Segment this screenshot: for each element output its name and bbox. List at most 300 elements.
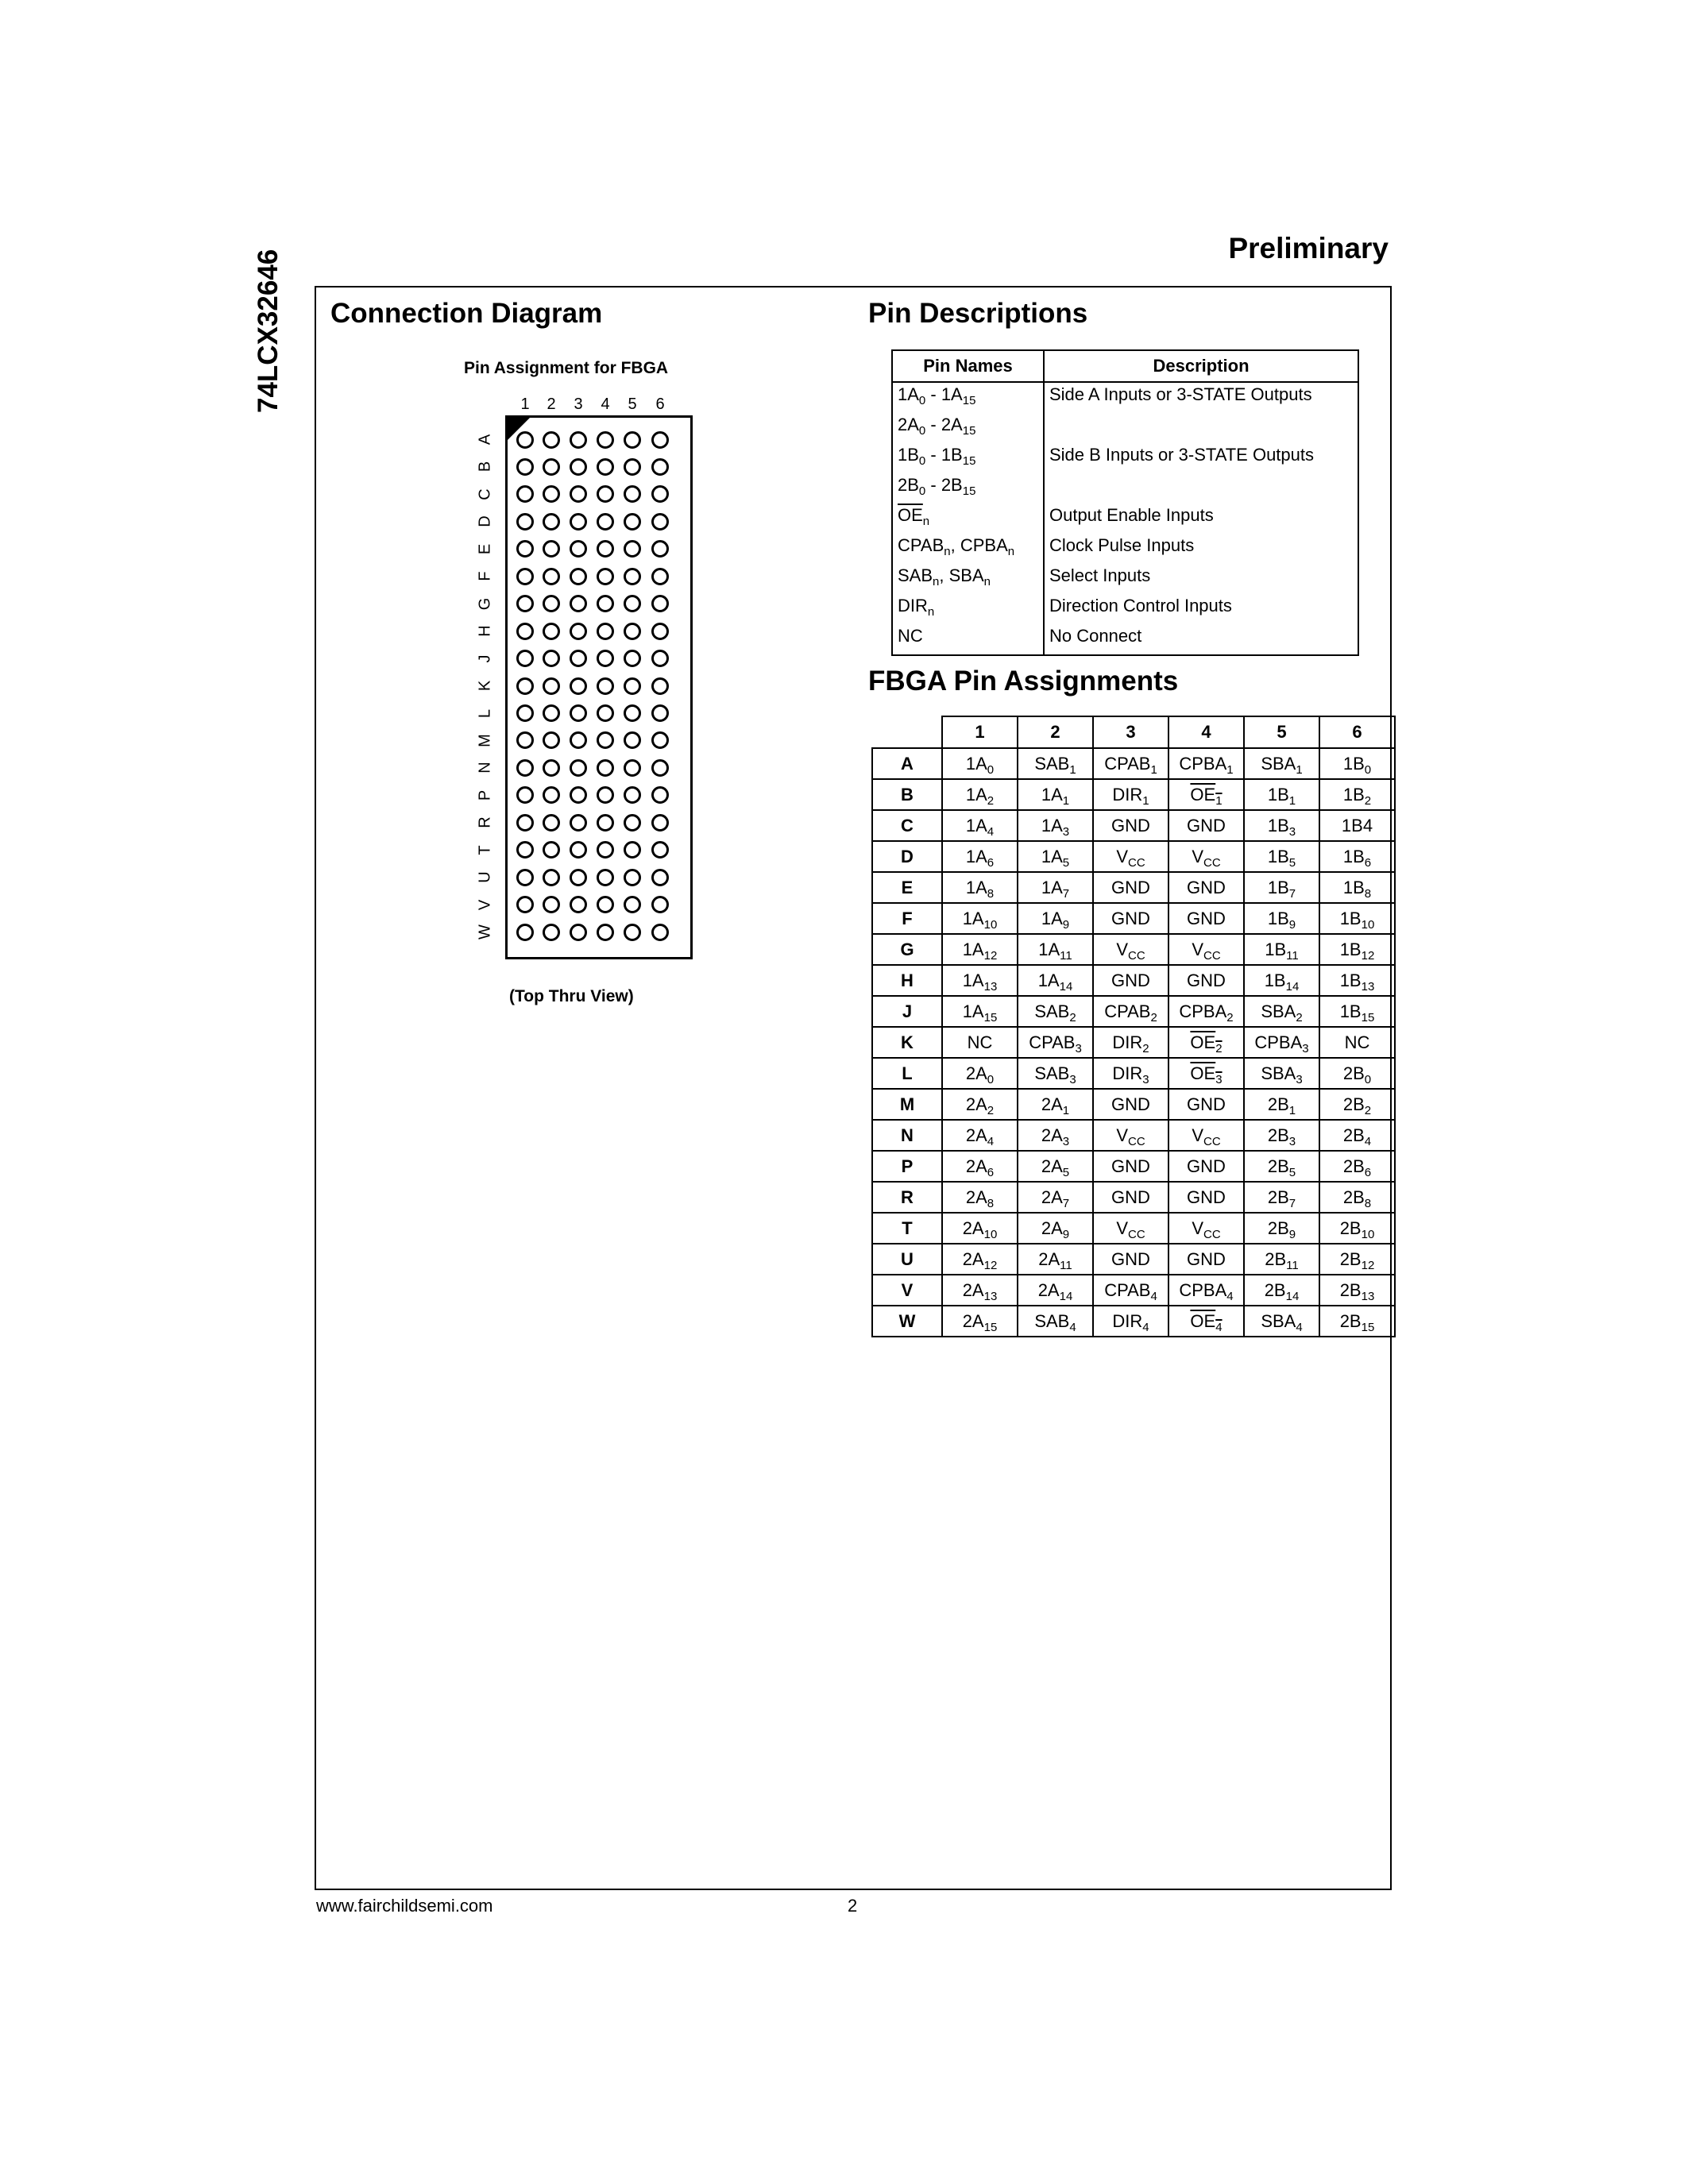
pin-signal-cell: $2A_{11}$	[1018, 1244, 1093, 1275]
bga-row-letter: L	[476, 708, 494, 718]
pin-signal-cell: $SAB_4$	[1018, 1306, 1093, 1337]
bga-row-letter: F	[476, 571, 494, 581]
bga-ball	[597, 814, 614, 832]
corner-cell	[872, 716, 942, 748]
table-row	[872, 872, 1395, 903]
pin-signal-cell: $1A_9$	[1018, 903, 1093, 934]
pin-signal-cell: $1B_1$	[1244, 779, 1319, 810]
column-header-cell: 4	[1168, 716, 1244, 748]
fbga-pin-assignments-title: FBGA Pin Assignments	[868, 666, 1179, 696]
row-label-cell: E	[872, 872, 942, 903]
bga-ball	[651, 677, 669, 695]
pin-signal-cell: GND	[1168, 810, 1244, 841]
bga-ball	[597, 623, 614, 640]
bga-ball	[516, 924, 534, 941]
pin-signal-cell: $1A_{12}$	[942, 934, 1018, 965]
bga-ball	[570, 814, 587, 832]
table-row	[872, 1306, 1395, 1337]
pin-signal-cell: GND	[1168, 872, 1244, 903]
pin-signal-cell: $2A_2$	[942, 1089, 1018, 1120]
bga-ball	[570, 513, 587, 531]
bga-ball	[624, 623, 641, 640]
table-row	[892, 413, 1358, 443]
bga-ball	[651, 896, 669, 913]
fbga-pin-assignments-table	[871, 716, 1396, 1337]
bga-ball	[624, 677, 641, 695]
bga-row-letter: D	[476, 515, 494, 528]
pin-signal-cell: $1A_7$	[1018, 872, 1093, 903]
bga-ball	[516, 650, 534, 667]
bga-ball	[570, 896, 587, 913]
bga-ball	[624, 759, 641, 777]
pin-name-cell: $2A_0 - 2A_{15}$	[892, 413, 1044, 443]
bga-column-number: 1	[520, 396, 530, 413]
bga-ball	[516, 677, 534, 695]
pin-signal-cell: $CPAB_2$	[1093, 996, 1168, 1027]
preliminary-label: Preliminary	[1228, 232, 1389, 264]
pin-signal-cell: $2B_{15}$	[1319, 1306, 1395, 1337]
bga-ball	[624, 924, 641, 941]
bga-column-number: 2	[547, 396, 556, 413]
pin-signal-cell: $2A_6$	[942, 1151, 1018, 1182]
bga-ball	[543, 869, 560, 886]
pin-description-cell: Side B Inputs or 3-STATE Outputs	[1049, 445, 1314, 465]
pin-description-cell	[1044, 413, 1358, 443]
bga-ball	[597, 650, 614, 667]
pin-signal-cell: $1B_8$	[1319, 872, 1395, 903]
row-label-cell: G	[872, 934, 942, 965]
bga-ball	[651, 595, 669, 612]
pin-signal-cell: $1A_6$	[942, 841, 1018, 872]
pin-name-cell: $SAB_n$, $SBA_n$	[892, 564, 1044, 594]
bga-ball	[516, 896, 534, 913]
bga-ball	[624, 568, 641, 585]
bga-row-letter: A	[476, 434, 494, 446]
bga-ball	[624, 786, 641, 804]
pin-assignment-caption: Pin Assignment for FBGA	[464, 359, 669, 377]
row-label-cell: U	[872, 1244, 942, 1275]
row-label-cell: B	[872, 779, 942, 810]
table-row	[872, 1120, 1395, 1151]
table-row	[872, 1151, 1395, 1182]
bga-row-letter: T	[476, 845, 494, 855]
pin-signal-cell: $SBA_1$	[1244, 748, 1319, 779]
column-header-cell: 2	[1018, 716, 1093, 748]
pin-signal-cell: $2B_0$	[1319, 1058, 1395, 1089]
pin-description-cell: Output Enable Inputs	[1049, 505, 1214, 525]
table-row	[872, 1213, 1395, 1244]
table-row	[872, 934, 1395, 965]
bga-ball	[624, 431, 641, 449]
bga-ball	[570, 869, 587, 886]
pin-name-cell: $\overline{OE}_n$	[892, 504, 1044, 534]
bga-ball	[651, 568, 669, 585]
pin-signal-cell: $2B_9$	[1244, 1213, 1319, 1244]
bga-ball	[516, 568, 534, 585]
table-row	[872, 1089, 1395, 1120]
pin-signal-cell: $V_{CC}$	[1093, 1120, 1168, 1151]
pin-signal-cell: $OE_1$	[1168, 779, 1244, 810]
bga-ball	[516, 458, 534, 476]
bga-row-letter: J	[476, 654, 494, 663]
pin-signal-cell: $2B_{10}$	[1319, 1213, 1395, 1244]
pin-signal-cell: $CPBA_1$	[1168, 748, 1244, 779]
pin-signal-cell: $OE_2$	[1168, 1027, 1244, 1058]
bga-ball	[597, 896, 614, 913]
bga-ball	[570, 485, 587, 503]
pin-signal-cell: $DIR_4$	[1093, 1306, 1168, 1337]
pin-signal-cell: NC	[1319, 1027, 1395, 1058]
bga-ball	[516, 759, 534, 777]
pin-signal-cell: $2B_1$	[1244, 1089, 1319, 1120]
bga-row-letter: W	[476, 924, 494, 940]
bga-ball	[543, 786, 560, 804]
bga-ball	[543, 814, 560, 832]
bga-ball	[651, 623, 669, 640]
pin-names-header: Pin Names	[892, 350, 1044, 382]
bga-ball	[651, 814, 669, 832]
pin-name-cell: NC	[892, 624, 1044, 655]
bga-ball	[597, 786, 614, 804]
pin-signal-cell: $V_{CC}$	[1093, 841, 1168, 872]
column-header-cell: 5	[1244, 716, 1319, 748]
bga-ball	[543, 540, 560, 558]
bga-ball	[651, 759, 669, 777]
pin-signal-cell: $V_{CC}$	[1093, 934, 1168, 965]
pin-signal-cell: $CPBA_2$	[1168, 996, 1244, 1027]
table-row	[872, 779, 1395, 810]
pin-signal-cell: $1A_0$	[942, 748, 1018, 779]
pin-signal-cell: GND	[1093, 810, 1168, 841]
description-header: Description	[1044, 350, 1358, 382]
pin-signal-cell: $SBA_2$	[1244, 996, 1319, 1027]
pin-signal-cell: $1B_5$	[1244, 841, 1319, 872]
pin-signal-cell: $SAB_3$	[1018, 1058, 1093, 1089]
pin-signal-cell: $2B_5$	[1244, 1151, 1319, 1182]
pin-signal-cell: $1B_{10}$	[1319, 903, 1395, 934]
pin-signal-cell: $CPBA_4$	[1168, 1275, 1244, 1306]
pin-signal-cell: $2A_8$	[942, 1182, 1018, 1213]
pin-signal-cell: $2B_4$	[1319, 1120, 1395, 1151]
pin-signal-cell: $V_{CC}$	[1168, 841, 1244, 872]
bga-ball	[651, 786, 669, 804]
table-row	[872, 810, 1395, 841]
pin-name-cell: $1B_0 - 1B_{15}$	[892, 443, 1044, 473]
pin-signal-cell: $1B_{12}$	[1319, 934, 1395, 965]
top-thru-view-label: (Top Thru View)	[509, 987, 634, 1005]
bga-ball	[570, 786, 587, 804]
bga-ball	[543, 623, 560, 640]
bga-ball	[624, 896, 641, 913]
pin-description-cell: Clock Pulse Inputs	[1049, 535, 1195, 555]
row-label-cell: M	[872, 1089, 942, 1120]
pin-descriptions-table	[891, 349, 1359, 656]
pin-signal-cell: $1A_{11}$	[1018, 934, 1093, 965]
row-label-cell: D	[872, 841, 942, 872]
pin-name-cell: $DIR_n$	[892, 594, 1044, 624]
bga-ball	[516, 431, 534, 449]
pin-signal-cell: $SBA_4$	[1244, 1306, 1319, 1337]
table-row	[872, 1027, 1395, 1058]
bga-ball	[516, 704, 534, 722]
bga-ball	[624, 595, 641, 612]
pin-signal-cell: $SAB_2$	[1018, 996, 1093, 1027]
bga-ball	[570, 650, 587, 667]
bga-ball	[651, 704, 669, 722]
pin-signal-cell: $2A_{14}$	[1018, 1275, 1093, 1306]
row-label-cell: A	[872, 748, 942, 779]
bga-ball	[597, 485, 614, 503]
row-label-cell: N	[872, 1120, 942, 1151]
bga-ball	[543, 759, 560, 777]
bga-ball	[624, 513, 641, 531]
page-number: 2	[848, 1896, 858, 1916]
bga-row-letter: P	[476, 789, 494, 801]
bga-ball	[651, 431, 669, 449]
pin-signal-cell: $2A_{10}$	[942, 1213, 1018, 1244]
bga-package-outline	[505, 415, 693, 959]
pin-signal-cell: $2B_{11}$	[1244, 1244, 1319, 1275]
bga-row-letter: C	[476, 488, 494, 500]
bga-ball	[597, 540, 614, 558]
bga-ball	[624, 704, 641, 722]
bga-ball	[597, 869, 614, 886]
bga-row-letter: U	[476, 871, 494, 883]
bga-ball	[543, 431, 560, 449]
bga-ball	[516, 485, 534, 503]
footer-url[interactable]: www.fairchildsemi.com	[316, 1896, 493, 1916]
table-row	[872, 1058, 1395, 1089]
pin-signal-cell: $1B_{11}$	[1244, 934, 1319, 965]
pin-signal-cell: $2B_3$	[1244, 1120, 1319, 1151]
pin-signal-cell: GND	[1168, 903, 1244, 934]
bga-ball	[624, 485, 641, 503]
bga-ball	[624, 731, 641, 749]
pin-signal-cell: $1B_9$	[1244, 903, 1319, 934]
table-row	[872, 1244, 1395, 1275]
pin-signal-cell: $1B_6$	[1319, 841, 1395, 872]
pin-signal-cell: $V_{CC}$	[1093, 1213, 1168, 1244]
pin-signal-cell: $2B_8$	[1319, 1182, 1395, 1213]
bga-ball	[651, 513, 669, 531]
row-label-cell: R	[872, 1182, 942, 1213]
bga-ball	[543, 731, 560, 749]
pin-description-cell	[1044, 473, 1358, 504]
bga-ball	[543, 568, 560, 585]
bga-ball	[597, 704, 614, 722]
pin-signal-cell: $1A_4$	[942, 810, 1018, 841]
bga-ball	[570, 431, 587, 449]
pin-signal-cell: GND	[1168, 1244, 1244, 1275]
row-label-cell: V	[872, 1275, 942, 1306]
pin-signal-cell: GND	[1168, 1089, 1244, 1120]
pin-signal-cell: $1A_1$	[1018, 779, 1093, 810]
bga-row-letter: V	[476, 899, 494, 910]
bga-ball	[516, 841, 534, 859]
row-label-cell: P	[872, 1151, 942, 1182]
row-label-cell: F	[872, 903, 942, 934]
bga-ball	[651, 869, 669, 886]
pin-signal-cell: $1B_2$	[1319, 779, 1395, 810]
pin-signal-cell: $OE_3$	[1168, 1058, 1244, 1089]
column-header-cell: 3	[1093, 716, 1168, 748]
pin-description-cell: Direction Control Inputs	[1049, 596, 1232, 615]
pin-signal-cell: $V_{CC}$	[1168, 1213, 1244, 1244]
pin-signal-cell: $1A_5$	[1018, 841, 1093, 872]
pin-signal-cell: $1B_{14}$	[1244, 965, 1319, 996]
pin-signal-cell: $2B_{12}$	[1319, 1244, 1395, 1275]
bga-ball	[597, 568, 614, 585]
row-label-cell: L	[872, 1058, 942, 1089]
bga-row-letter: B	[476, 461, 494, 473]
table-row	[872, 1275, 1395, 1306]
row-label-cell: T	[872, 1213, 942, 1244]
bga-ball	[651, 485, 669, 503]
pin-signal-cell: $DIR_1$	[1093, 779, 1168, 810]
table-row	[872, 841, 1395, 872]
pin-signal-cell: $V_{CC}$	[1168, 934, 1244, 965]
pin-signal-cell: $1A_{15}$	[942, 996, 1018, 1027]
bga-ball	[543, 458, 560, 476]
pin-signal-cell: $V_{CC}$	[1168, 1120, 1244, 1151]
table-row	[892, 443, 1358, 473]
pin-signal-cell: GND	[1093, 1089, 1168, 1120]
pin-signal-cell: $2A_3$	[1018, 1120, 1093, 1151]
bga-ball	[570, 731, 587, 749]
pin-signal-cell: $1B_7$	[1244, 872, 1319, 903]
pin-signal-cell: $1A_{13}$	[942, 965, 1018, 996]
pin-signal-cell: $1B_{13}$	[1319, 965, 1395, 996]
pin-signal-cell: $1A_3$	[1018, 810, 1093, 841]
pin-signal-cell: GND	[1093, 903, 1168, 934]
bga-ball	[516, 595, 534, 612]
bga-ball	[651, 924, 669, 941]
pin-signal-cell: $2A_7$	[1018, 1182, 1093, 1213]
pin-signal-cell: $SAB_1$	[1018, 748, 1093, 779]
pin-signal-cell: $SBA_3$	[1244, 1058, 1319, 1089]
bga-ball	[624, 650, 641, 667]
bga-ball	[543, 485, 560, 503]
pin-signal-cell: 1B4	[1319, 810, 1395, 841]
bga-ball	[570, 924, 587, 941]
pin-signal-cell: $2A_4$	[942, 1120, 1018, 1151]
pin-signal-cell: GND	[1093, 1244, 1168, 1275]
bga-ball	[516, 513, 534, 531]
bga-ball	[543, 704, 560, 722]
row-label-cell: J	[872, 996, 942, 1027]
bga-ball	[624, 540, 641, 558]
bga-ball	[597, 513, 614, 531]
pin-signal-cell: $2B_6$	[1319, 1151, 1395, 1182]
pin-signal-cell: $2B_7$	[1244, 1182, 1319, 1213]
bga-ball	[597, 924, 614, 941]
pin-name-cell: $1A_0 - 1A_{15}$	[892, 382, 1044, 413]
table-row	[892, 473, 1358, 504]
pin-signal-cell: $1B_3$	[1244, 810, 1319, 841]
bga-row-letter: R	[476, 816, 494, 829]
row-label-cell: K	[872, 1027, 942, 1058]
pin-signal-cell: $CPAB_1$	[1093, 748, 1168, 779]
table-row	[872, 965, 1395, 996]
bga-ball	[543, 677, 560, 695]
pin-signal-cell: $1A_{14}$	[1018, 965, 1093, 996]
pin-signal-cell: GND	[1168, 1151, 1244, 1182]
pin-signal-cell: $CPAB_4$	[1093, 1275, 1168, 1306]
bga-ball	[516, 623, 534, 640]
table-row	[892, 382, 1358, 413]
pin-signal-cell: $2A_{15}$	[942, 1306, 1018, 1337]
pin-signal-cell: $CPAB_3$	[1018, 1027, 1093, 1058]
bga-ball	[624, 458, 641, 476]
row-label-cell: C	[872, 810, 942, 841]
part-number-side-title: 74LCX32646	[253, 249, 284, 413]
pin-signal-cell: GND	[1093, 872, 1168, 903]
bga-ball	[543, 595, 560, 612]
bga-ball	[570, 623, 587, 640]
bga-ball	[543, 896, 560, 913]
pin-signal-cell: $2A_9$	[1018, 1213, 1093, 1244]
pin-signal-cell: $DIR_2$	[1093, 1027, 1168, 1058]
bga-ball	[543, 841, 560, 859]
bga-ball	[624, 814, 641, 832]
bga-ball	[651, 458, 669, 476]
bga-column-number: 6	[655, 396, 665, 413]
bga-ball	[570, 595, 587, 612]
bga-ball	[543, 924, 560, 941]
bga-ball	[597, 841, 614, 859]
pin-signal-cell: $2B_2$	[1319, 1089, 1395, 1120]
column-header-cell: 6	[1319, 716, 1395, 748]
bga-ball	[651, 841, 669, 859]
bga-ball	[543, 513, 560, 531]
bga-ball	[516, 814, 534, 832]
bga-ball	[597, 431, 614, 449]
pin-signal-cell: GND	[1168, 965, 1244, 996]
pin-signal-cell: $2A_0$	[942, 1058, 1018, 1089]
pin-signal-cell: GND	[1093, 1182, 1168, 1213]
bga-column-number: 3	[574, 396, 583, 413]
bga-ball	[570, 458, 587, 476]
table-row	[892, 504, 1358, 534]
bga-row-letter: G	[476, 597, 494, 610]
bga-ball	[651, 650, 669, 667]
table-row	[872, 996, 1395, 1027]
table-row	[872, 1182, 1395, 1213]
pin-name-cell: $2B_0 - 2B_{15}$	[892, 473, 1044, 504]
pin-signal-cell: $2B_{13}$	[1319, 1275, 1395, 1306]
bga-ball	[624, 841, 641, 859]
pin-signal-cell: $1B_{15}$	[1319, 996, 1395, 1027]
table-row	[892, 624, 1358, 655]
pin-description-cell: Side A Inputs or 3-STATE Outputs	[1049, 384, 1312, 404]
pin-signal-cell: $1A_{10}$	[942, 903, 1018, 934]
pin-signal-cell: $CPBA_3$	[1244, 1027, 1319, 1058]
pin-signal-cell: $2A_5$	[1018, 1151, 1093, 1182]
bga-ball	[597, 731, 614, 749]
pin-description-cell: No Connect	[1049, 626, 1142, 646]
bga-ball	[570, 841, 587, 859]
bga-ball	[651, 540, 669, 558]
pin-signal-cell: GND	[1168, 1182, 1244, 1213]
bga-ball	[570, 759, 587, 777]
pin-signal-cell: $2A_{13}$	[942, 1275, 1018, 1306]
pin-signal-cell: $1A_8$	[942, 872, 1018, 903]
bga-row-letter: N	[476, 762, 494, 774]
pin-signal-cell: $2B_{14}$	[1244, 1275, 1319, 1306]
bga-row-letter: K	[476, 680, 494, 692]
bga-ball	[651, 731, 669, 749]
bga-ball	[516, 540, 534, 558]
